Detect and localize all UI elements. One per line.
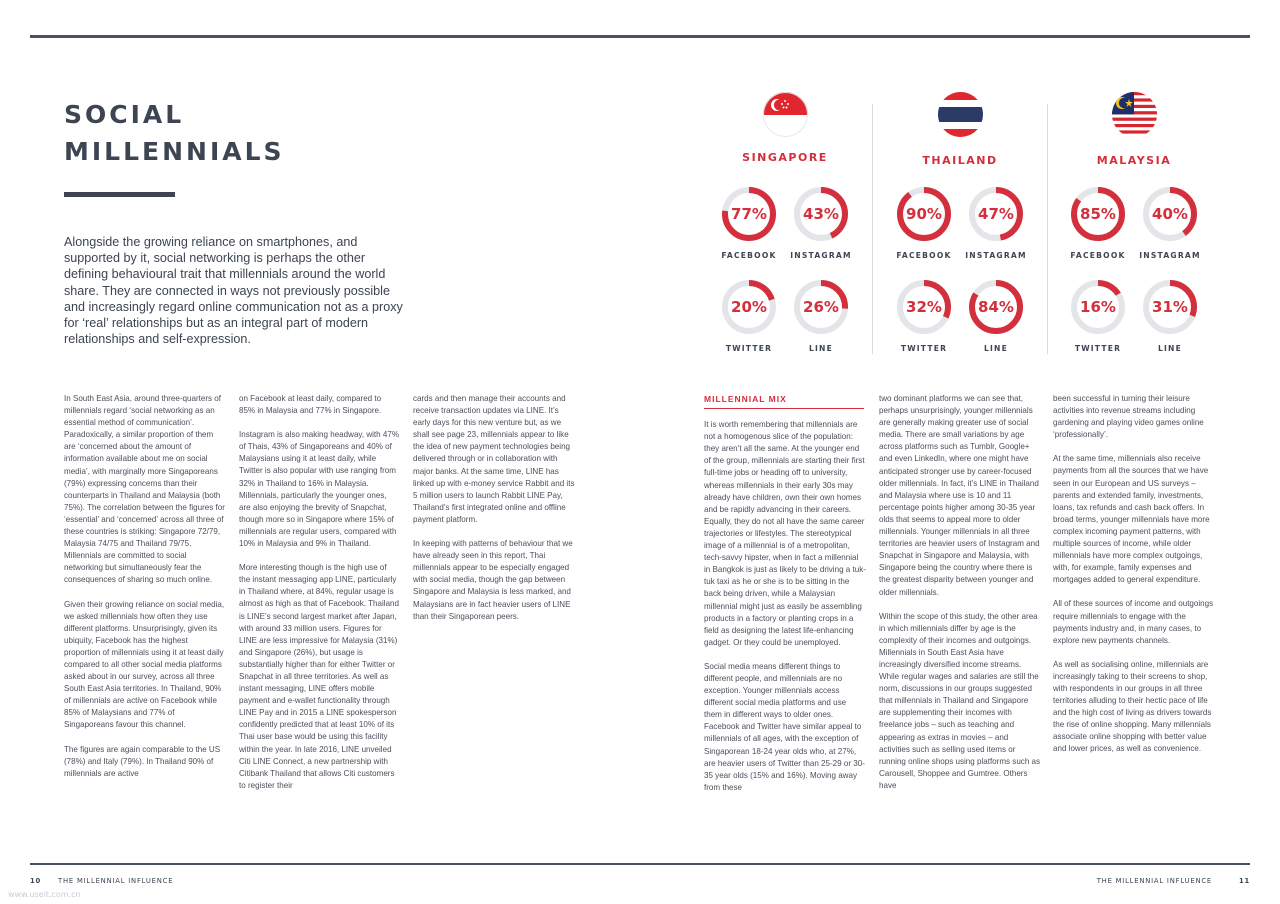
paragraph: More interesting though is the high use of the instant messaging app LINE, particularly in Thailand where, at 84%, regular usage is almost as high as that of Facebook. Thailand is LINE’s second largest market after Japan, with around 33 million users. Figures for LINE are less impressive for Malaysia (31%) and Singapore (26%), but usage is substantially higher than for either Twitter or Snapchat in all three territories. As well as instant messaging, LINE offers mobile payment and e-wallet functionality through LINE Pay and in 2015 a LINE spokesperson confidently predicted that at least 10% of its Thai user base would be using this facility within the year. In late 2016, LINE unveiled Citi LINE Connect, a new partnership with Citibank Thailand that allows Citi customers to register their xyxy=(239,563,399,790)
body-column-4 xyxy=(704,393,866,806)
paragraph: In keeping with patterns of behaviour that we have already seen in this report, Thai millennials appear to be especially engaged with social media, though the gap between Singapore and Malaysia is less marked, and Malaysians are in fact heavier users of LINE than their Singaporean peers. xyxy=(413,539,573,621)
country-name: SINGAPORE xyxy=(742,151,828,164)
percentage-label: 47% xyxy=(978,205,1014,223)
page-number-left: 10 xyxy=(30,877,42,885)
percentage-label: 32% xyxy=(906,298,942,316)
intro-paragraph: Alongside the growing reliance on smartphones, and supported by it, social networking is perhaps the other defining behavioural trait that millennials around the world share. They are connected in ways not previously possible and increasingly regard online communication not as a proxy for ‘real’ relationships but as an integral part of modern relationships and self-expression. xyxy=(64,235,403,347)
country-name: THAILAND xyxy=(922,154,998,167)
country-panel-thailand xyxy=(873,92,1047,167)
platform-label: LINE xyxy=(983,344,1008,353)
platform-label: FACEBOOK xyxy=(1070,251,1126,260)
title-line-1: SOCIAL xyxy=(64,100,185,129)
bottom-rule xyxy=(30,863,1250,865)
paragraph: The figures are again comparable to the US (78%) and Italy (79%). In Thailand 90% of millennials are active xyxy=(64,744,221,778)
body-column-2 xyxy=(239,393,399,804)
stat-facebook xyxy=(884,185,964,260)
stat-line xyxy=(1130,278,1210,353)
body-column-6 xyxy=(1053,393,1217,768)
watermark: www.useit.com.cn xyxy=(8,890,81,899)
body-column-5 xyxy=(879,393,1041,804)
section-heading: MILLENNIAL MIX xyxy=(704,393,864,409)
footer-right xyxy=(1097,877,1250,885)
paragraph: on Facebook at least daily, compared to 85% in Malaysia and 77% in Singapore. xyxy=(239,394,382,416)
paragraph: Within the scope of this study, the other area in which millennials differ by age is the complexity of their incomes and outgoings. Millennials in South East Asia have increasingly diversified income streams. While regular wages and salaries are still the norm, discussions in our groups suggested that millennials in Thailand and Singapore are supplementing their incomes with freelance jobs – such as teaching and appearing as extras in movies – and activities such as selling used items or running online shops using platforms such as Carousell, Shoppee and Gumtree. Others have xyxy=(879,611,1041,790)
platform-label: INSTAGRAM xyxy=(1139,251,1201,260)
percentage-label: 84% xyxy=(978,298,1014,316)
stat-facebook xyxy=(1058,185,1138,260)
footer-left xyxy=(30,877,173,885)
paragraph: been successful in turning their leisure activities into revenue streams including gardening and playing video games online ‘professionally’. xyxy=(1053,394,1204,440)
singapore-flag-icon xyxy=(763,92,808,137)
stat-line xyxy=(956,278,1036,353)
title-line-2: MILLENNIALS xyxy=(64,137,285,166)
stat-instagram xyxy=(956,185,1036,260)
malaysia-flag-icon xyxy=(1112,92,1157,137)
stat-facebook xyxy=(709,185,789,260)
stat-twitter xyxy=(709,278,789,353)
platform-label: FACEBOOK xyxy=(721,251,777,260)
platform-label: INSTAGRAM xyxy=(790,251,852,260)
paragraph: Instagram is also making headway, with 47% of Thais, 43% of Singaporeans and 40% of Malaysians using it at least daily, while Twitter is also popular with use ranging from 32% in Thailand to 16% in Malaysia. Millennials, particularly the younger ones, are also enjoying the brevity of Snapchat, though more so in Singapore where 15% of millennials are regular users, compared with 10% in Malaysia and 9% in Thailand. xyxy=(239,430,399,549)
stat-twitter xyxy=(884,278,964,353)
platform-label: LINE xyxy=(1157,344,1182,353)
percentage-label: 16% xyxy=(1080,298,1116,316)
page-number-right: 11 xyxy=(1238,877,1250,885)
top-rule xyxy=(30,35,1250,38)
paragraph: Given their growing reliance on social media, we asked millennials how often they use different platforms. Unsurprisingly, given its ubiquity, Facebook has the highest proportion of millennials using it at least daily compared to all other social media platforms asked about in our survey, across all three South East Asia territories. In Thailand, 90% of millennials are active on Facebook while 85% of Malaysians and 77% of Singaporeans favour this channel. xyxy=(64,599,225,730)
paragraph: At the same time, millennials also receive payments from all the sources that we have seen in our European and US surveys – parents and extended family, investments, loans, tax refunds and cash back offers. In broad terms, younger millennials have more complex incoming payment patterns, with multiple sources of income, while older millennials have more complex outgoings, with, for example, family expenses and mortgages added to general expenditure. xyxy=(1053,454,1210,585)
paragraph: It is worth remembering that millennials are not a homogenous slice of the population: they aren’t all the same. At the younger end of the group, millennials are starting their first full-time jobs or heading off to university, whereas millennials in their early 30s may already have children, own their own homes and be rapidly advancing in their careers. Equally, they do not all have the same career trajectories or lifestyles. The stereotypical image of a millennial is of a metropolitan, tech-savvy hipster, when in fact a millennial in Bangkok is just as likely to be driving a tuk-tuk taxi as he or she is to be sitting in the back being driven, while a Malaysian millennial might just as easily be assembling products in a factory or planting crops in a field as designing the latest life-enhancing gadget. Or they could be unemployed. xyxy=(704,420,866,647)
paragraph: As well as socialising online, millennials are increasingly taking to their screens to shop, with respondents in our groups in all three territories alluding to their hectic pace of life and the high cost of living as drivers towards the rise of online shopping. Many millennials associate online shopping with better value and lower prices, as well as convenience. xyxy=(1053,659,1212,754)
paragraph: All of these sources of income and outgoings require millennials to engage with the payments industry and, in many cases, to explore new payments channels. xyxy=(1053,599,1214,645)
footer-label-left: THE MILLENNIAL INFLUENCE xyxy=(58,877,174,885)
percentage-label: 43% xyxy=(803,205,839,223)
stat-instagram xyxy=(781,185,861,260)
platform-label: TWITTER xyxy=(900,344,948,353)
paragraph: Social media means different things to different people, and millennials are no exception. Younger millennials access different social media platforms and use them in different ways to older ones. Facebook and Twitter have similar appeal to millennials of all ages, with the exception of Singaporean 18-24 year olds who, at 27%, are heavier users of Twitter than 25-29 or 30-35 year olds (15% and 16%). Moving away from these xyxy=(704,661,865,792)
stat-instagram xyxy=(1130,185,1210,260)
percentage-label: 90% xyxy=(906,205,942,223)
country-panel-singapore xyxy=(698,92,872,164)
paragraph: two dominant platforms we can see that, perhaps unsurprisingly, younger millennials are generally making greater use of social media. There are small variations by age across platforms such as Tumblr, Google+ and even LinkedIn, where one might have anticipated stronger use by career-focused older millennials. In fact, it’s LINE in Thailand and Malaysia where use is 10 and 11 percentage points higher among 30-35 year olds that seems to appeal more to older millennials. Younger millennials in all three territories are heavier users of Instagram and Snapchat in Singapore and Malaysia, with Singapore being the country where there is the greatest disparity between younger and older millennials. xyxy=(879,394,1040,597)
platform-label: TWITTER xyxy=(725,344,773,353)
body-column-3 xyxy=(413,393,575,635)
platform-label: INSTAGRAM xyxy=(965,251,1027,260)
percentage-label: 85% xyxy=(1080,205,1116,223)
title-underline xyxy=(64,192,175,197)
percentage-label: 26% xyxy=(803,298,839,316)
percentage-label: 31% xyxy=(1152,298,1188,316)
paragraph: In South East Asia, around three-quarters of millennials regard ‘social networking as an essential method of communication’. Paradoxically, a similar proportion of them are ‘concerned about the amount of information available about me on social media’, with marginally more Singaporeans (79%) expressing concerns than their counterparts in Thailand and Malaysia (both 75%). The correlation between the figures for ‘essential’ and ‘concerned’ across all three of these countries is striking: Singapore 72/79, Malaysia 74/75 and Thailand 79/75. Millennials are committed to social networking but simultaneously fear the consequences of sharing so much online. xyxy=(64,394,225,585)
page-title xyxy=(64,96,285,170)
platform-label: TWITTER xyxy=(1074,344,1122,353)
percentage-label: 77% xyxy=(731,205,767,223)
country-panel-malaysia xyxy=(1047,92,1221,167)
platform-label: FACEBOOK xyxy=(896,251,952,260)
body-column-1 xyxy=(64,393,226,792)
percentage-label: 20% xyxy=(731,298,767,316)
country-name: MALAYSIA xyxy=(1096,154,1172,167)
footer-label-right: THE MILLENNIAL INFLUENCE xyxy=(1096,877,1212,885)
stat-twitter xyxy=(1058,278,1138,353)
stat-line xyxy=(781,278,861,353)
thailand-flag-icon xyxy=(938,92,983,137)
platform-label: LINE xyxy=(808,344,833,353)
percentage-label: 40% xyxy=(1152,205,1188,223)
paragraph: cards and then manage their accounts and receive transaction updates via LINE. It’s early days for this new venture but, as we shall see page 23, millennials appear to like the idea of new payment technologies being delivered through or in collaboration with major banks. At the same time, LINE has linked up with e-money service Rabbit and its 5 million users to launch Rabbit LINE Pay, Thailand’s first integrated online and offline payment platform. xyxy=(413,394,575,524)
